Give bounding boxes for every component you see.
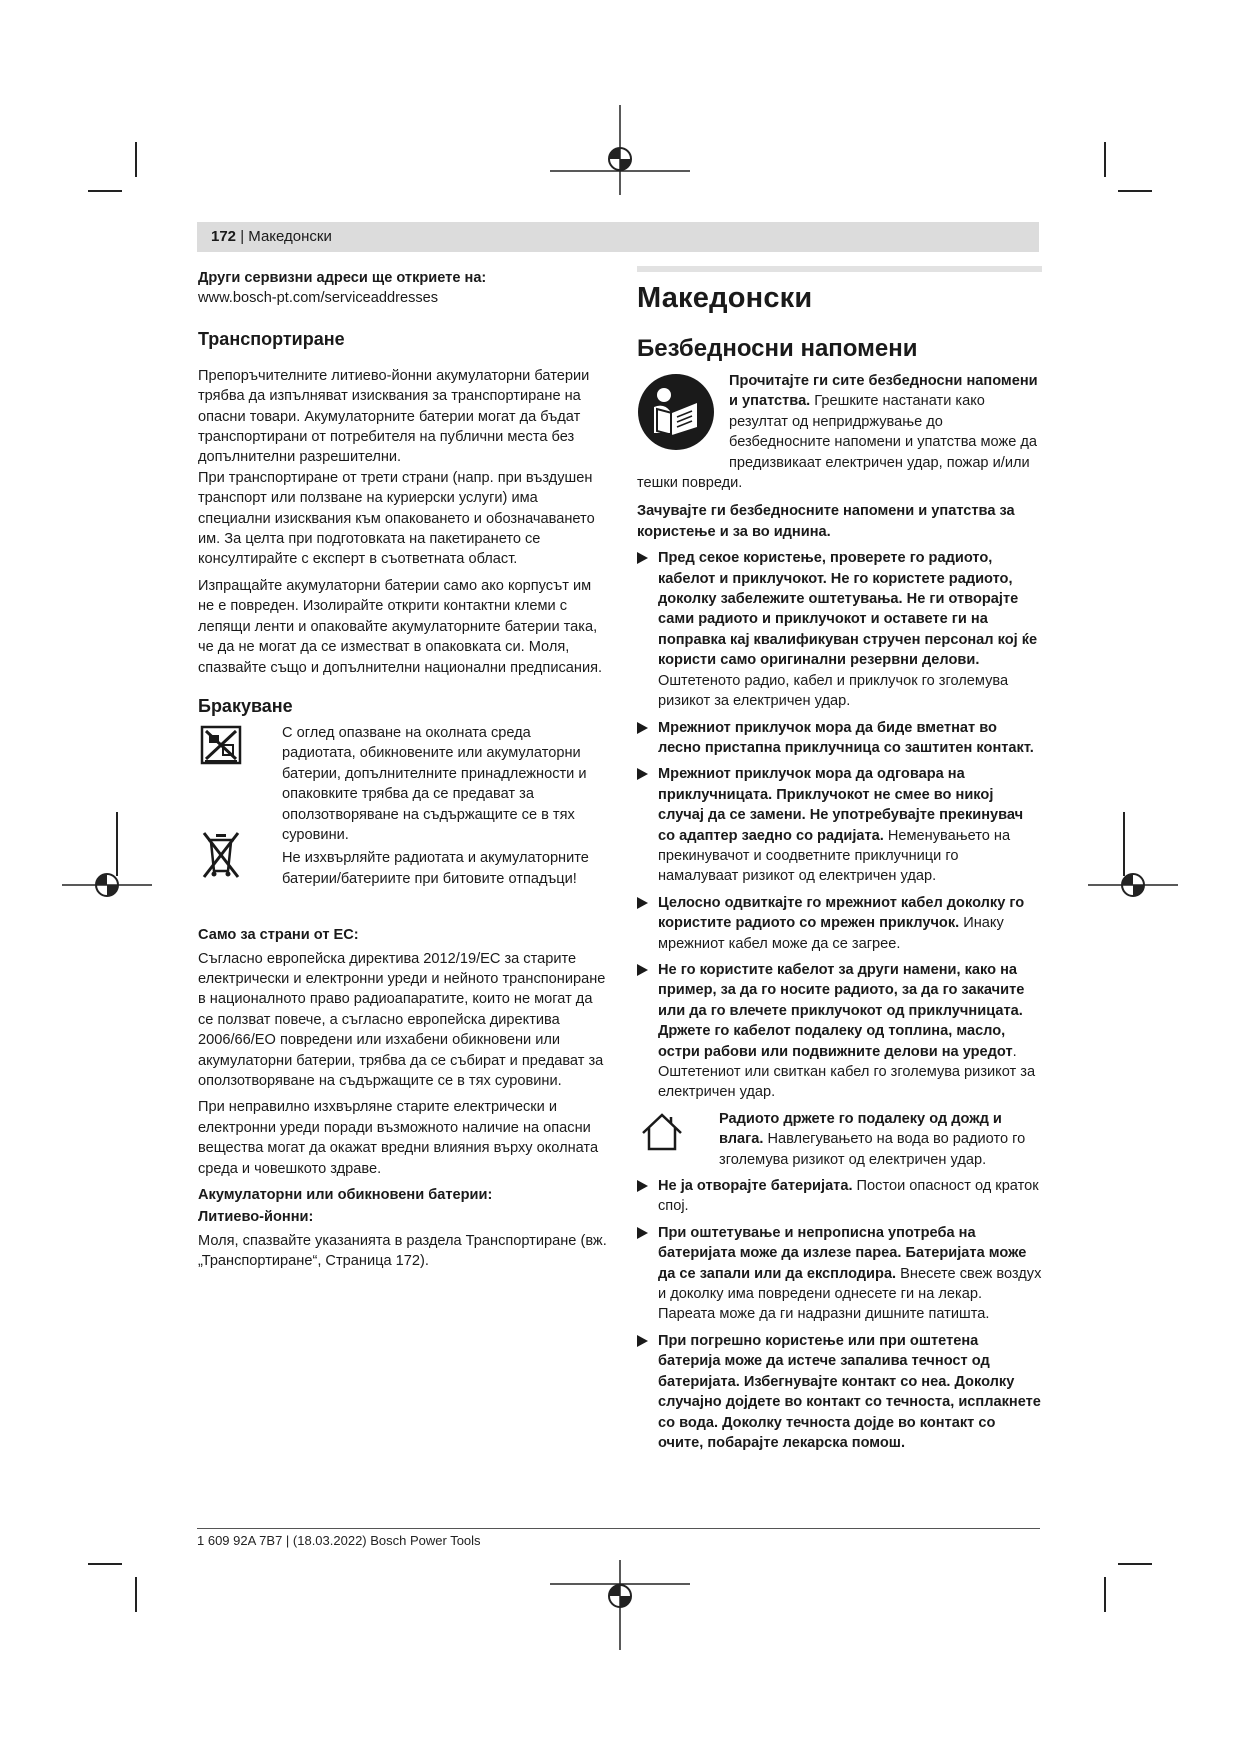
list-item-bold: Не го користите кабелот за други намени, како на пример, за да го носите радиото, за да го закачите или да го влечете приклучокот од приклучницата. Држете го кабелот подалеку од топлина, масло, остри рабови или подвижните делови на уредот	[658, 961, 1025, 1060]
list-item-rest: Инаку мрежниот кабел може да се загрее.	[658, 915, 1004, 952]
bullet-triangle-icon	[637, 1335, 648, 1347]
list-item-bold: При погрешно користење или при оштетена батерија може да истече запалива течност од батеријата. Избегнувајте контакт со неа. Доколку случајно дојдете во контакт со течноста, исплакнете со вода. Доколку течноста дојде во контакт со очите, побарајте лекарска помош.	[658, 1332, 1041, 1451]
page-header-text	[211, 228, 332, 245]
batteries-title: Акумулаторни или обикновени батерии:	[198, 1187, 493, 1204]
language-heading: Македонски	[637, 282, 813, 314]
registration-mark-bottom	[550, 1560, 690, 1650]
rain-warning-rest: Навлегувањето на вода во радиото го зголемува ризикот од електричен удар.	[719, 1131, 1026, 1168]
bullet-triangle-icon	[637, 768, 648, 780]
list-item	[637, 764, 1042, 886]
crop-mark	[1118, 190, 1152, 192]
list-item	[637, 1223, 1042, 1325]
footer-text: 1 609 92A 7B7 | (18.03.2022) Bosch Power Tools	[197, 1533, 481, 1548]
service-title: Други сервизни адреси ще откриете на:	[198, 270, 487, 286]
list-item-bold: Мрежниот приклучок мора да биде вметнат во лесно пристапна приклучница со заштитен контакт.	[658, 719, 1034, 756]
safety-list-2	[637, 1176, 1042, 1453]
right-column	[637, 268, 1042, 1459]
bullet-triangle-icon	[637, 897, 648, 909]
list-item	[637, 1176, 1042, 1217]
service-url: www.bosch-pt.com/serviceaddresses	[198, 290, 439, 307]
bullet-triangle-icon	[637, 964, 648, 976]
list-item	[637, 960, 1042, 1103]
keep-instructions: Зачувајте ги безбедносните напомени и упатства за користење и за во иднина.	[637, 503, 1015, 540]
list-item	[637, 893, 1042, 954]
crossed-bin-icon	[200, 829, 242, 881]
house-icon	[639, 1111, 685, 1153]
bullet-triangle-icon	[637, 1180, 648, 1192]
crop-mark	[1118, 1563, 1152, 1565]
crop-mark	[1104, 1577, 1106, 1612]
list-item-bold: При оштетување и непрописна употреба на батеријата може да излезе пареа. Батеријата може да се запали или да експлодира.	[658, 1224, 1027, 1282]
disposal-paragraph-2: Не изхвърляйте радиотата и акумулаторните батерии/батериите при битовите отпадъци!	[282, 850, 589, 887]
transport-paragraph-2: При транспортиране от трети страни (напр. при въздушен транспорт или ползване на куриерски услуги) има специални изисквания към опаковането и обозначаването им. За целта при подготовката на пакетирането се консултирайте с експерт в съответната област.	[198, 469, 595, 568]
eu-title: Само за страни от ЕС:	[198, 927, 359, 944]
footer-rule	[197, 1528, 1040, 1529]
crop-mark	[1104, 142, 1106, 177]
read-manual-block	[637, 371, 1042, 493]
list-item-bold: Пред секое користење, проверете го радиото, кабелот и приклучокот. Не го користете радиото, доколку забележите оштетувања. Не ги отворајте сами радиото и приклучокот и оставете ги на поправка кај квалификуван стручен персонал кој ќе користи само оригинални резервни делови.	[658, 550, 1038, 669]
eu-paragraph-2: При неправилно изхвърляне старите електрически и електронни уреди поради възможното наличие на опасни вещества могат да окажат вредни влияния върху околната среда и човешкото здраве.	[198, 1099, 599, 1177]
header-language: Македонски	[248, 228, 332, 245]
liion-paragraph: Моля, спазвайте указанията в раздела Транспортиране (вж. „Транспортиране“, Страница 172).	[198, 1232, 607, 1270]
transport-paragraph-1: Препоръчителните литиево-йонни акумулаторни батерии трябва да изпълняват изисквания за транспортиране на опасни товари. Акумулаторните батерии могат да бъдат транспортирани от потребителя на публични места без допълнителни разрешителни.	[198, 367, 590, 466]
bullet-triangle-icon	[637, 552, 648, 564]
registration-mark-right	[1088, 860, 1178, 910]
disposal-heading: Бракуване	[198, 695, 293, 716]
bullet-triangle-icon	[637, 1227, 648, 1239]
transport-paragraph-3: Изпращайте акумулаторни батерии само ако корпусът им не е повреден. Изолирайте открити контактни клеми с лепящи ленти и опаковайте акумулаторните батерии така, че да не могат да се изместват в опаковката си. Моля, спазвайте също и допълнителни национални предписания.	[198, 577, 603, 676]
left-column	[198, 268, 608, 1272]
list-item	[637, 1331, 1042, 1453]
list-item-bold: Целосно одвиткајте го мрежниот кабел доколку го користите радиото со мрежен приклучок.	[658, 894, 1025, 932]
page-header	[197, 222, 1039, 252]
list-item-rest: Внесете свеж воздух и доколку има повредени однесете ги на лекар. Пареата може да ги надразни дишните патишта.	[658, 1265, 1042, 1323]
safety-heading: Безбедносни напомени	[637, 335, 918, 362]
list-item-rest: Оштетеното радио, кабел и приклучок го зголемува ризикот за електричен удар.	[658, 672, 1009, 710]
crop-mark	[135, 1577, 137, 1612]
read-manual-icon	[637, 373, 715, 451]
list-item-rest: Постои опасност од краток спој.	[658, 1178, 1039, 1215]
rain-block	[637, 1109, 1042, 1170]
disposal-paragraph-1: С оглед опазване на околната среда радиотата, обикновените или акумулаторни батерии, допълнителните принадлежности и опаковките трябва да се предават за оползотворяване на съдържащите се в тях суровини.	[282, 724, 587, 843]
registration-mark-top	[550, 105, 690, 195]
crop-mark	[88, 1563, 122, 1565]
registration-mark-left	[62, 860, 152, 910]
list-item-bold: Не ја отворајте батеријата.	[658, 1178, 853, 1195]
read-instructions-bold: Прочитајте ги сите безбедносни напомени и упатства.	[729, 373, 1038, 410]
disposal-block	[198, 723, 608, 889]
list-item	[637, 548, 1042, 711]
rain-warning-bold: Радиото држете го подалеку од дожд и влага.	[719, 1110, 1002, 1148]
eu-paragraph-1: Съгласно европейска директива 2012/19/ЕС за старите електрически и електронни уреди и нейното транспониране в националното право радиоапаратите, които не могат да се ползват повече, а съгласно европейска директива 2006/66/ЕО повредени или изхабени обикновени или акумулаторни батерии, трябва да се събират и предават за оползотворяване на съдържащите се в тях суровини.	[198, 950, 606, 1089]
list-item	[637, 718, 1042, 759]
header-separator: |	[240, 228, 245, 245]
read-instructions-rest: Грешките настанати како резултат од непридржување до безбедносните напомени и упатства може да предизвикаат електричен удар, пожар и/или тешки повреди.	[637, 393, 1038, 492]
page-number: 172	[211, 228, 237, 245]
list-item-rest: . Оштетениот или свиткан кабел го зголемува ризикот за електричен удар.	[658, 1043, 1036, 1101]
liion-title: Литиево-йонни:	[198, 1209, 314, 1226]
transport-heading: Транспортиране	[198, 328, 345, 349]
list-item-bold: Мрежниот приклучок мора да одговара на приклучницата. Приклучокот не смее во никој случај да се замени. Не употребувајте прекинувач со адаптер заедно со радијата.	[658, 766, 1024, 844]
rain-warning	[719, 1109, 1042, 1170]
list-item-rest: Неменувањето на прекинувачот и соодветните приклучници го намалуваат ризикот од електричен удар.	[658, 827, 1011, 885]
bullet-triangle-icon	[637, 722, 648, 734]
safety-list-1	[637, 548, 1042, 1103]
crop-mark	[88, 190, 122, 192]
crop-mark	[135, 142, 137, 177]
recycle-materials-icon	[200, 725, 242, 765]
